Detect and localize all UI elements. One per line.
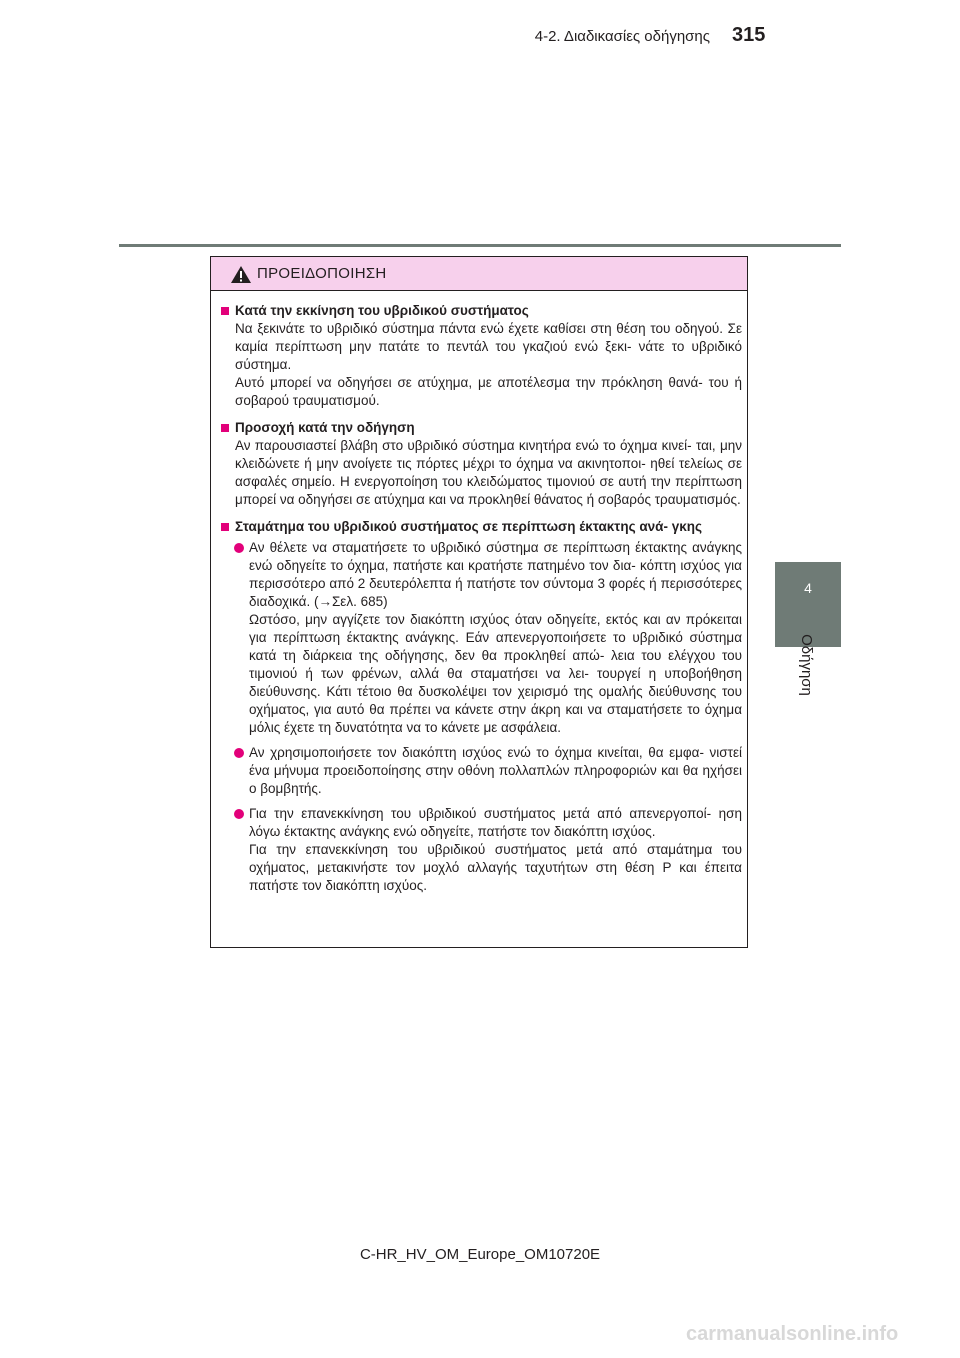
warning-header [211,257,747,291]
page-number: 315 [732,24,766,46]
page-header [0,0,960,250]
document-code: C-HR_HV_OM_Europe_OM10720E [359,1246,601,1263]
list-item [217,539,742,737]
warning-body [211,291,747,895]
section-heading: Προσοχή κατά την οδήγηση [235,420,415,435]
section-title: 4-2. Διαδικασίες οδήγησης [534,28,710,45]
header-divider [119,244,841,247]
bullet-line: Για την επανεκκίνηση του υβριδικού συστήματος μετά από απενεργοποί- ηση λόγω έκτακτης ανάγκης ενώ οδηγείτε, πατήστε τον διακόπτη ισχύος. [249,806,742,839]
section-heading: Κατά την εκκίνηση του υβριδικού συστήματος [235,303,529,318]
warning-title: ΠΡΟΕΙΔΟΠΟΙΗΣΗ [257,265,387,282]
list-item [217,744,742,798]
warning-box [210,256,748,948]
chapter-side-label-text: Οδήγηση [798,634,815,696]
warning-section-driving [217,419,742,509]
chapter-tab-number: 4 [804,580,812,596]
square-bullet-icon [221,523,229,531]
round-bullet-icon [234,748,244,758]
round-bullet-icon [234,809,244,819]
square-bullet-icon [221,307,229,315]
watermark-text: carmanualsonline.info [686,1323,899,1345]
section-paragraph: Αν παρουσιαστεί βλάβη στο υβριδικό σύστημα κινητήρα ενώ το όχημα κινεί- ται, μην κλειδώνετε ή μην ανοίγετε τις πόρτες μέχρι το όχημα να ακινητοποι- ηθεί τελείως σε ασφαλές σημείο. Η ενεργοποίηση του κλειδώματος τιμονιού σε αυτή την περίπτωση μπορεί να οδηγήσει σε ατύχημα και να προκληθεί θάνατος ή σοβαρός τραυματισμός. [235,438,742,507]
section-paragraph: Να ξεκινάτε το υβριδικό σύστημα πάντα ενώ έχετε καθίσει στη θέση του οδηγού. Σε καμία περίπτωση μην πατάτε το πεντάλ του γκαζιού ενώ ξεκι- νάτε το υβριδικό σύστημα. [235,321,742,372]
section-heading: Σταμάτημα του υβριδικού συστήματος σε περίπτωση έκτακτης ανά- γκης [235,519,703,534]
square-bullet-icon [221,424,229,432]
bullet-line: Ωστόσο, μην αγγίζετε τον διακόπτη ισχύος όταν οδηγείτε, εκτός και αν πρόκειται για περίπτωση έκτακτης ανάγκης. Εάν απενεργοποιήσετε το υβριδικό σύστημα κατά τη διάρκεια της οδήγησης, δεν θα προκληθεί απώ- λεια του ελέγχου του τιμονιού ή των φρένων, αλλά θα σταματήσει να λει- τουργεί η υποβοήθηση διεύθυνσης. Κάτι τέτοιο θα δυσκολέψει τον χειρισμό της ομαλής διεύθυνσης του οχήματος, για αυτό θα πρέπει να κάνετε στην άκρη και να σταματήσετε το όχημα μόλις έχετε τη δυνατότητα να το κάνετε με ασφάλεια. [249,612,742,735]
warning-section-start [217,302,742,410]
bullet-line: Αν χρησιμοποιήσετε τον διακόπτη ισχύος ενώ το όχημα κινείται, θα εμφα- νιστεί ένα μήνυμα προειδοποίησης στην οθόνη πολλαπλών πληροφοριών και θα ηχήσει ο βομβητής. [249,745,742,796]
warning-section-emergency-stop [217,518,742,895]
bullet-line: Για την επανεκκίνηση του υβριδικού συστήματος μετά από σταμάτημα του οχήματος, μετακινήστε τον μοχλό αλλαγής ταχυτήτων στη θέση P και έπειτα πατήστε τον διακόπτη ισχύος. [249,842,742,893]
chapter-side-label [780,627,835,707]
watermark-logo [686,1318,946,1348]
list-item [217,805,742,895]
bullet-line: Αν θέλετε να σταματήσετε το υβριδικό σύστημα σε περίπτωση έκτακτης ανάγκης ενώ οδηγείτε το όχημα, πατήστε και κρατήστε πατημένο τον δια- κόπτη ισχύος για περισσότερο από 2 δευτερόλεπτα ή πατήστε τον σύντομα 3 φορές ή περισσότερες διαδοχικά. (→Σελ. 685) [249,540,742,609]
round-bullet-icon [234,543,244,553]
section-paragraph: Αυτό μπορεί να οδηγήσει σε ατύχημα, με αποτέλεσμα την πρόκληση θανά- του ή σοβαρού τραυματισμού. [235,375,742,408]
warning-triangle-icon [230,265,252,284]
